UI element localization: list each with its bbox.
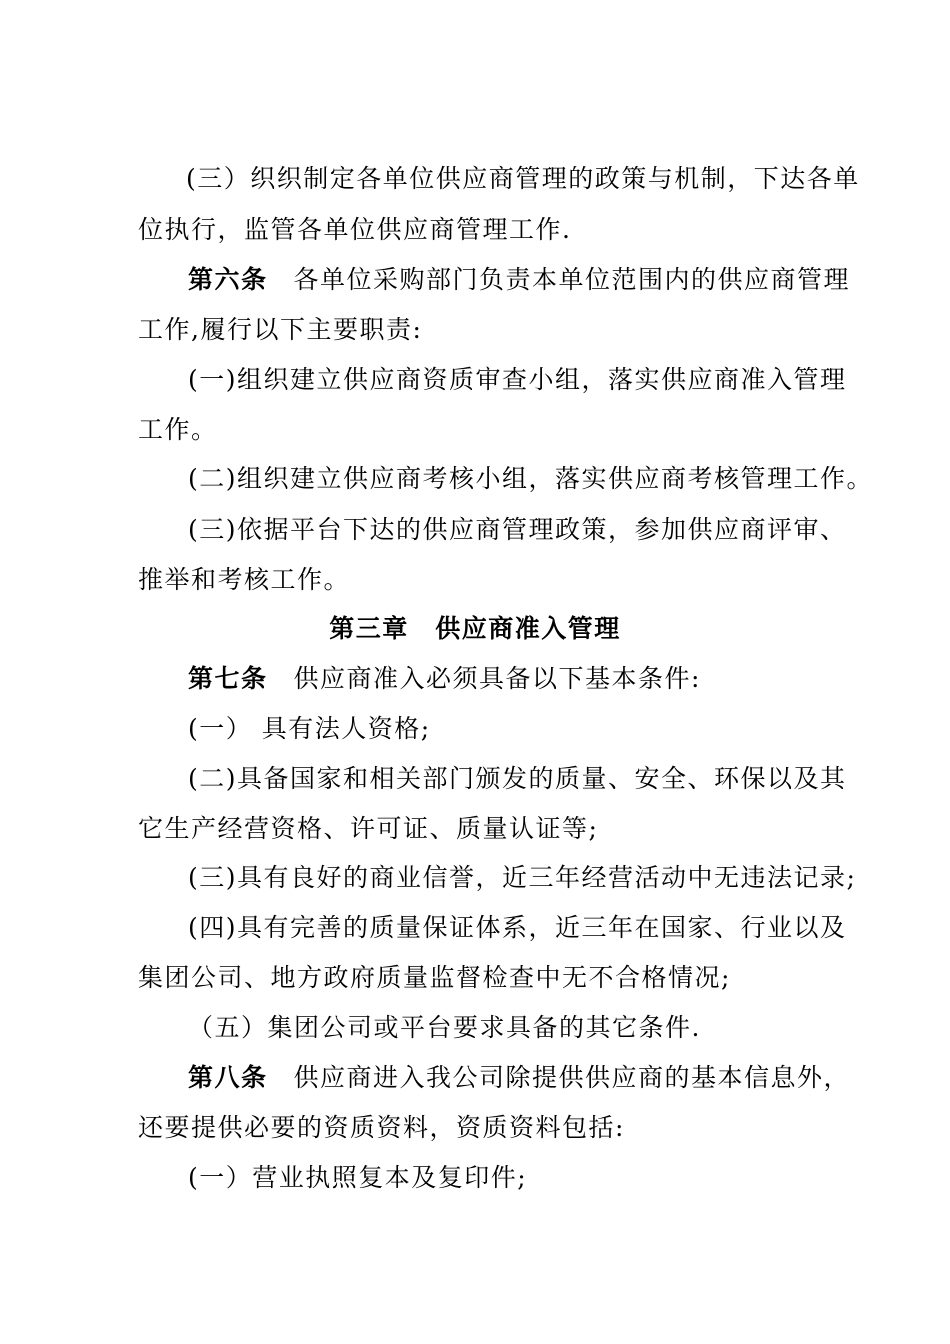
article-6-line	[188, 264, 851, 296]
paragraph-line: (二)具备国家和相关部门颁发的质量、安全、环保以及其	[188, 764, 847, 793]
paragraph-line: 工作。	[138, 415, 218, 444]
paragraph-line: (四)具有完善的质量保证体系，近三年在国家、行业以及	[188, 913, 847, 942]
article-6-label: 第六条	[188, 265, 268, 294]
paragraph-line: (三)依据平台下达的供应商管理政策，参加供应商评审、	[188, 515, 847, 544]
chapter-heading: 第三章 供应商准入管理	[329, 614, 621, 643]
paragraph-line: (一） 具有法人资格;	[188, 714, 431, 743]
article-8-label: 第八条	[188, 1063, 268, 1092]
paragraph-line: （五）集团公司或平台要求具备的其它条件.	[188, 1013, 701, 1042]
paragraph-line: 还要提供必要的资质资料，资质资料包括:	[138, 1113, 625, 1142]
paragraph-line: 推举和考核工作。	[138, 565, 351, 594]
paragraph-line: (二)组织建立供应商考核小组，落实供应商考核管理工作。	[188, 464, 874, 493]
article-7-line	[188, 663, 838, 695]
article-7-label: 第七条	[188, 664, 268, 693]
article-8-line	[188, 1062, 851, 1094]
paragraph-line: (三）织织制定各单位供应商管理的政策与机制，下达各单	[186, 164, 860, 193]
paragraph-line: (一）营业执照复本及复印件;	[188, 1163, 528, 1192]
article-7-text: 供应商准入必须具备以下基本条件:	[293, 664, 701, 693]
paragraph-line: 位执行，监管各单位供应商管理工作.	[138, 215, 572, 244]
paragraph-line: (三)具有良好的商业信誉，近三年经营活动中无违法记录;	[188, 863, 857, 892]
paragraph-line: (一)组织建立供应商资质审查小组，落实供应商准入管理	[188, 365, 847, 394]
paragraph-line: 集团公司、地方政府质量监督检查中无不合格情况;	[138, 963, 731, 992]
article-6-text: 各单位采购部门负责本单位范围内的供应商管理	[293, 265, 851, 294]
paragraph-line: 它生产经营资格、许可证、质量认证等;	[138, 814, 599, 843]
article-8-text: 供应商进入我公司除提供供应商的基本信息外，	[293, 1063, 851, 1092]
paragraph-line: 工作,履行以下主要职责:	[138, 315, 423, 344]
